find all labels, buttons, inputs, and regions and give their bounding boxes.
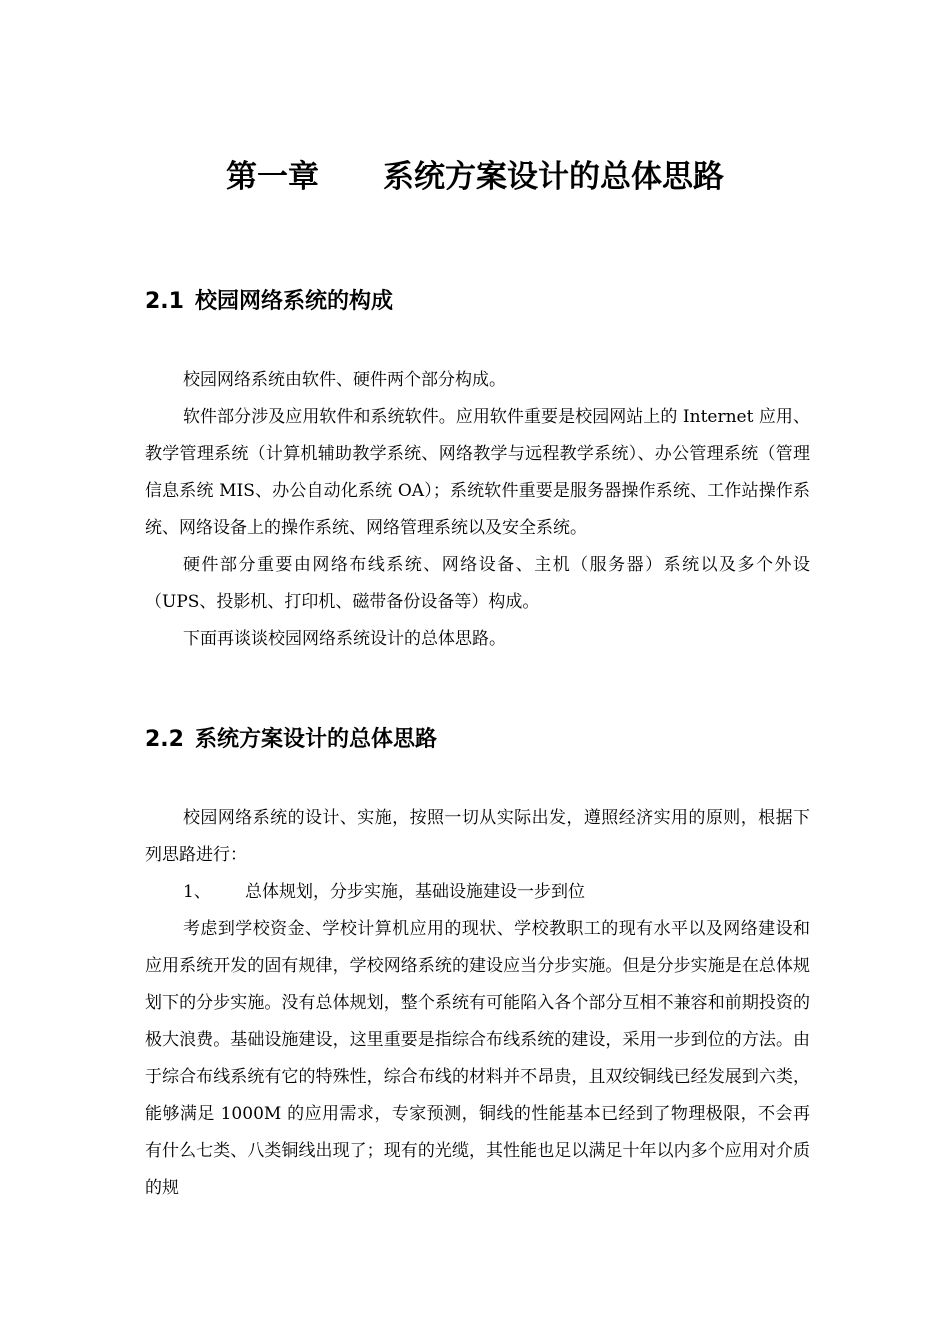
list-item-number: 1、	[183, 882, 211, 902]
section-2-1-body	[145, 362, 810, 658]
list-item	[145, 874, 810, 911]
section-heading-2-1	[145, 287, 393, 317]
section-2-2-body	[145, 800, 810, 1207]
paragraph: 硬件部分重要由网络布线系统、网络设备、主机（服务器）系统以及多个外设（UPS、投影机、打印机、磁带备份设备等）构成。	[145, 555, 810, 612]
section-heading-2-2	[145, 725, 437, 755]
section-number: 2.1	[145, 289, 184, 314]
paragraph: 校园网络系统的设计、实施，按照一切从实际出发，遵照经济实用的原则，根据下列思路进行：	[145, 808, 810, 865]
paragraph: 下面再谈谈校园网络系统设计的总体思路。	[183, 629, 506, 649]
section-title: 校园网络系统的构成	[195, 289, 394, 314]
paragraph: 校园网络系统由软件、硬件两个部分构成。	[183, 370, 506, 390]
chapter-title-text: 系统方案设计的总体思路	[383, 159, 724, 195]
section-number: 2.2	[145, 727, 184, 752]
chapter-title	[0, 155, 950, 199]
paragraph: 软件部分涉及应用软件和系统软件。应用软件重要是校园网站上的 Internet 应用、教学管理系统（计算机辅助教学系统、网络教学与远程教学系统）、办公管理系统（管理信息系统 MIS、办公自动化系统 OA）；系统软件重要是服务器操作系统、工作站操作系统、网络设备上的操作系统、网络管理系统以及安全系统。	[145, 407, 810, 538]
list-item-text: 总体规划，分步实施，基础设施建设一步到位	[245, 882, 585, 902]
chapter-label: 第一章	[226, 159, 319, 195]
section-title: 系统方案设计的总体思路	[195, 727, 438, 752]
paragraph: 考虑到学校资金、学校计算机应用的现状、学校教职工的现有水平以及网络建设和应用系统开发的固有规律，学校网络系统的建设应当分步实施。但是分步实施是在总体规划下的分步实施。没有总体规划，整个系统有可能陷入各个部分互相不兼容和前期投资的极大浪费。基础设施建设，这里重要是指综合布线系统的建设，采用一步到位的方法。由于综合布线系统有它的特殊性，综合布线的材料并不昂贵，且双绞铜线已经发展到六类，能够满足 1000M 的应用需求，专家预测，铜线的性能基本已经到了物理极限，不会再有什么七类、八类铜线出现了；现有的光缆，其性能也足以满足十年以内多个应用对介质的规	[145, 919, 810, 1198]
